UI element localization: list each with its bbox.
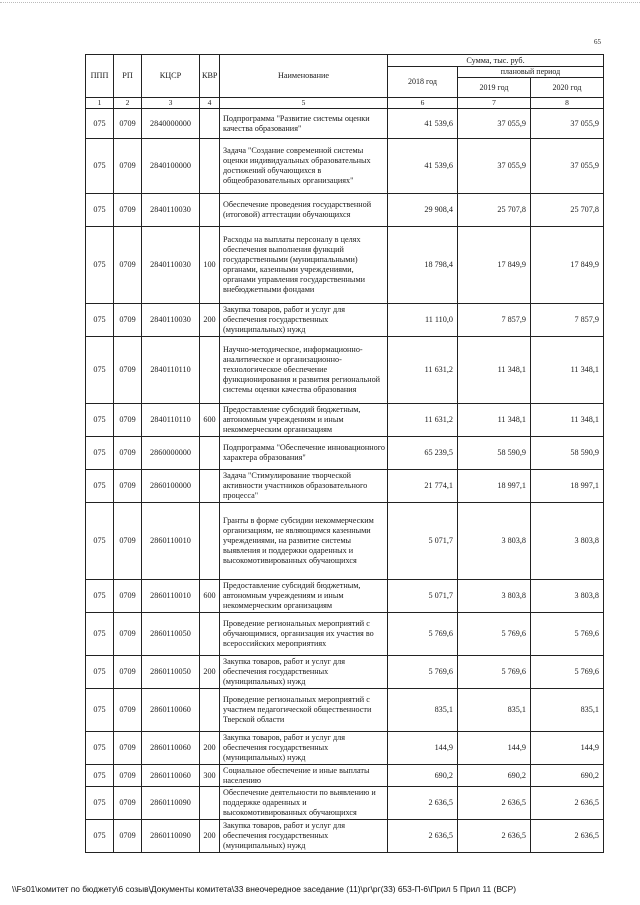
cell-2019: 2 636,5 <box>458 787 531 820</box>
header-rp: РП <box>114 55 142 98</box>
cell-2018: 11 631,2 <box>388 404 458 437</box>
cell-rp: 0709 <box>114 689 142 732</box>
cell-name: Расходы на выплаты персоналу в целях обеспечения выполнения функций государственными (муниципальными) органами, казенными учреждениями, органами управления государственными внебюджетными фондами <box>220 227 388 304</box>
cell-ppp: 075 <box>86 580 114 613</box>
cell-name: Научно-методическое, информационно-аналитическое и организационно-технологическое обеспечение функционирования и развития региональной системы оценки качества образования <box>220 337 388 404</box>
table-row <box>86 732 604 765</box>
table-row <box>86 503 604 580</box>
cell-2019: 3 803,8 <box>458 580 531 613</box>
cell-name: Подпрограмма "Развитие системы оценки качества образования" <box>220 109 388 139</box>
table-header <box>86 55 604 109</box>
cell-rp: 0709 <box>114 765 142 787</box>
file-path-footer: \\Fs01\комитет по бюджету\6 созыв\Документы комитета\33 внеочередное заседание (11)\рг\рг(33) 653-П-6\Прил 5 Прил 11 (ВСР) <box>12 884 517 894</box>
column-number: 5 <box>220 98 388 109</box>
cell-2018: 29 908,4 <box>388 194 458 227</box>
cell-kcsr: 2860110060 <box>142 689 200 732</box>
cell-2018: 21 774,1 <box>388 470 458 503</box>
cell-rp: 0709 <box>114 227 142 304</box>
cell-2018: 41 539,6 <box>388 109 458 139</box>
cell-2019: 58 590,9 <box>458 437 531 470</box>
cell-ppp: 075 <box>86 337 114 404</box>
cell-kcsr: 2840110030 <box>142 304 200 337</box>
cell-name: Предоставление субсидий бюджетным, автономным учреждениям и иным некоммерческим организациям <box>220 404 388 437</box>
cell-name: Проведение региональных мероприятий с участием педагогической общественности Тверской области <box>220 689 388 732</box>
cell-kvr: 300 <box>200 765 220 787</box>
cell-2020: 2 636,5 <box>531 787 604 820</box>
cell-ppp: 075 <box>86 437 114 470</box>
table-row <box>86 820 604 853</box>
header-name: Наименование <box>220 55 388 98</box>
cell-ppp: 075 <box>86 765 114 787</box>
cell-2018: 690,2 <box>388 765 458 787</box>
header-kvr: КВР <box>200 55 220 98</box>
cell-2018: 11 110,0 <box>388 304 458 337</box>
cell-kvr: 200 <box>200 732 220 765</box>
cell-kvr: 100 <box>200 227 220 304</box>
cell-name: Проведение региональных мероприятий с обучающимися, организация их участия во всероссийских мероприятиях <box>220 613 388 656</box>
cell-ppp: 075 <box>86 304 114 337</box>
column-number: 7 <box>458 98 531 109</box>
cell-name: Обеспечение проведения государственной (итоговой) аттестации обучающихся <box>220 194 388 227</box>
header-sum: Сумма, тыс. руб. <box>388 55 604 67</box>
cell-2020: 37 055,9 <box>531 139 604 194</box>
header-2019: 2019 год <box>458 78 531 98</box>
cell-rp: 0709 <box>114 437 142 470</box>
cell-kvr <box>200 787 220 820</box>
cell-rp: 0709 <box>114 732 142 765</box>
column-number: 6 <box>388 98 458 109</box>
cell-name: Гранты в форме субсидии некоммерческим организациям, не являющимся казенными учреждениями, на развитие системы выявления и поддержки одаренных и высокомотивированных обучающихся <box>220 503 388 580</box>
column-number: 1 <box>86 98 114 109</box>
cell-2018: 11 631,2 <box>388 337 458 404</box>
cell-kcsr: 2860110060 <box>142 732 200 765</box>
cell-kcsr: 2840100000 <box>142 139 200 194</box>
cell-ppp: 075 <box>86 787 114 820</box>
cell-name: Обеспечение деятельности по выявлению и поддержке одаренных и высокомотивированных обучающихся <box>220 787 388 820</box>
column-number-row <box>86 98 604 109</box>
cell-rp: 0709 <box>114 787 142 820</box>
cell-rp: 0709 <box>114 109 142 139</box>
cell-name: Социальное обеспечение и иные выплаты населению <box>220 765 388 787</box>
cell-2020: 835,1 <box>531 689 604 732</box>
cell-2020: 3 803,8 <box>531 580 604 613</box>
cell-2019: 2 636,5 <box>458 820 531 853</box>
cell-kvr: 600 <box>200 404 220 437</box>
cell-kvr <box>200 613 220 656</box>
cell-2019: 17 849,9 <box>458 227 531 304</box>
cell-kcsr: 2860110090 <box>142 820 200 853</box>
table-row <box>86 404 604 437</box>
table-row <box>86 109 604 139</box>
cell-rp: 0709 <box>114 304 142 337</box>
cell-kcsr: 2840110110 <box>142 337 200 404</box>
table-row <box>86 470 604 503</box>
cell-kvr <box>200 503 220 580</box>
header-ppp: ППП <box>86 55 114 98</box>
cell-ppp: 075 <box>86 194 114 227</box>
header-kcsr: КЦСР <box>142 55 200 98</box>
table-row <box>86 613 604 656</box>
cell-2019: 5 769,6 <box>458 656 531 689</box>
table-row <box>86 689 604 732</box>
cell-rp: 0709 <box>114 613 142 656</box>
cell-rp: 0709 <box>114 656 142 689</box>
cell-name: Закупка товаров, работ и услуг для обеспечения государственных (муниципальных) нужд <box>220 732 388 765</box>
table-row <box>86 337 604 404</box>
cell-ppp: 075 <box>86 613 114 656</box>
table-row <box>86 765 604 787</box>
table-row <box>86 656 604 689</box>
cell-kcsr: 2860110010 <box>142 580 200 613</box>
cell-2019: 37 055,9 <box>458 139 531 194</box>
cell-ppp: 075 <box>86 503 114 580</box>
cell-2018: 65 239,5 <box>388 437 458 470</box>
table-body <box>86 109 604 853</box>
cell-kcsr: 2860110010 <box>142 503 200 580</box>
cell-name: Задача "Стимулирование творческой активности участников образовательного процесса" <box>220 470 388 503</box>
cell-kvr <box>200 470 220 503</box>
cell-kvr <box>200 337 220 404</box>
budget-table <box>85 54 604 853</box>
table-row <box>86 139 604 194</box>
cell-rp: 0709 <box>114 337 142 404</box>
cell-2018: 835,1 <box>388 689 458 732</box>
scan-top-edge <box>0 2 640 9</box>
cell-2019: 3 803,8 <box>458 503 531 580</box>
cell-kcsr: 2860000000 <box>142 437 200 470</box>
cell-ppp: 075 <box>86 470 114 503</box>
header-2018: 2018 год <box>388 67 458 98</box>
cell-kcsr: 2860110060 <box>142 765 200 787</box>
cell-2019: 11 348,1 <box>458 404 531 437</box>
cell-ppp: 075 <box>86 689 114 732</box>
cell-2018: 18 798,4 <box>388 227 458 304</box>
cell-rp: 0709 <box>114 404 142 437</box>
cell-2020: 144,9 <box>531 732 604 765</box>
column-number: 8 <box>531 98 604 109</box>
cell-rp: 0709 <box>114 139 142 194</box>
header-2020: 2020 год <box>531 78 604 98</box>
cell-rp: 0709 <box>114 580 142 613</box>
cell-rp: 0709 <box>114 194 142 227</box>
cell-kvr <box>200 689 220 732</box>
column-number: 2 <box>114 98 142 109</box>
cell-ppp: 075 <box>86 656 114 689</box>
cell-2018: 5 769,6 <box>388 656 458 689</box>
cell-kvr <box>200 139 220 194</box>
cell-2020: 7 857,9 <box>531 304 604 337</box>
cell-name: Закупка товаров, работ и услуг для обеспечения государственных (муниципальных) нужд <box>220 820 388 853</box>
cell-2019: 25 707,8 <box>458 194 531 227</box>
cell-kvr <box>200 109 220 139</box>
cell-kcsr: 2860110090 <box>142 787 200 820</box>
table-row <box>86 437 604 470</box>
cell-ppp: 075 <box>86 404 114 437</box>
cell-ppp: 075 <box>86 109 114 139</box>
cell-2018: 5 071,7 <box>388 580 458 613</box>
cell-kcsr: 2840110030 <box>142 227 200 304</box>
cell-2020: 2 636,5 <box>531 820 604 853</box>
table-row <box>86 580 604 613</box>
cell-2019: 690,2 <box>458 765 531 787</box>
cell-kcsr: 2860110050 <box>142 613 200 656</box>
page-number: 65 <box>594 38 601 46</box>
cell-kvr <box>200 437 220 470</box>
header-planned-period: плановый период <box>458 67 604 78</box>
cell-kcsr: 2860100000 <box>142 470 200 503</box>
cell-kvr: 200 <box>200 656 220 689</box>
cell-kcsr: 2840000000 <box>142 109 200 139</box>
cell-2019: 18 997,1 <box>458 470 531 503</box>
cell-2019: 835,1 <box>458 689 531 732</box>
cell-kcsr: 2840110110 <box>142 404 200 437</box>
cell-rp: 0709 <box>114 470 142 503</box>
cell-ppp: 075 <box>86 227 114 304</box>
cell-2020: 5 769,6 <box>531 656 604 689</box>
cell-2019: 5 769,6 <box>458 613 531 656</box>
cell-name: Задача "Создание современной системы оценки индивидуальных образовательных достижений обучающихся в общеобразовательных организациях" <box>220 139 388 194</box>
cell-2018: 2 636,5 <box>388 820 458 853</box>
cell-2018: 2 636,5 <box>388 787 458 820</box>
cell-kvr: 200 <box>200 820 220 853</box>
table-row <box>86 227 604 304</box>
table-row <box>86 194 604 227</box>
cell-2019: 37 055,9 <box>458 109 531 139</box>
cell-2020: 37 055,9 <box>531 109 604 139</box>
cell-2019: 144,9 <box>458 732 531 765</box>
cell-2018: 144,9 <box>388 732 458 765</box>
column-number: 4 <box>200 98 220 109</box>
cell-kvr: 600 <box>200 580 220 613</box>
cell-2020: 690,2 <box>531 765 604 787</box>
table-row <box>86 787 604 820</box>
cell-2018: 5 071,7 <box>388 503 458 580</box>
cell-2020: 58 590,9 <box>531 437 604 470</box>
cell-2020: 11 348,1 <box>531 337 604 404</box>
cell-kcsr: 2860110050 <box>142 656 200 689</box>
cell-ppp: 075 <box>86 732 114 765</box>
cell-2018: 5 769,6 <box>388 613 458 656</box>
cell-name: Закупка товаров, работ и услуг для обеспечения государственных (муниципальных) нужд <box>220 304 388 337</box>
cell-2018: 41 539,6 <box>388 139 458 194</box>
cell-2019: 11 348,1 <box>458 337 531 404</box>
cell-2019: 7 857,9 <box>458 304 531 337</box>
cell-name: Закупка товаров, работ и услуг для обеспечения государственных (муниципальных) нужд <box>220 656 388 689</box>
cell-rp: 0709 <box>114 503 142 580</box>
cell-2020: 17 849,9 <box>531 227 604 304</box>
cell-kvr: 200 <box>200 304 220 337</box>
cell-2020: 5 769,6 <box>531 613 604 656</box>
cell-ppp: 075 <box>86 820 114 853</box>
cell-ppp: 075 <box>86 139 114 194</box>
cell-2020: 11 348,1 <box>531 404 604 437</box>
cell-2020: 18 997,1 <box>531 470 604 503</box>
cell-kcsr: 2840110030 <box>142 194 200 227</box>
cell-rp: 0709 <box>114 820 142 853</box>
cell-name: Подпрограмма "Обеспечение инновационного характера образования" <box>220 437 388 470</box>
table-row <box>86 304 604 337</box>
cell-2020: 3 803,8 <box>531 503 604 580</box>
cell-kvr <box>200 194 220 227</box>
cell-name: Предоставление субсидий бюджетным, автономным учреждениям и иным некоммерческим организациям <box>220 580 388 613</box>
cell-2020: 25 707,8 <box>531 194 604 227</box>
column-number: 3 <box>142 98 200 109</box>
